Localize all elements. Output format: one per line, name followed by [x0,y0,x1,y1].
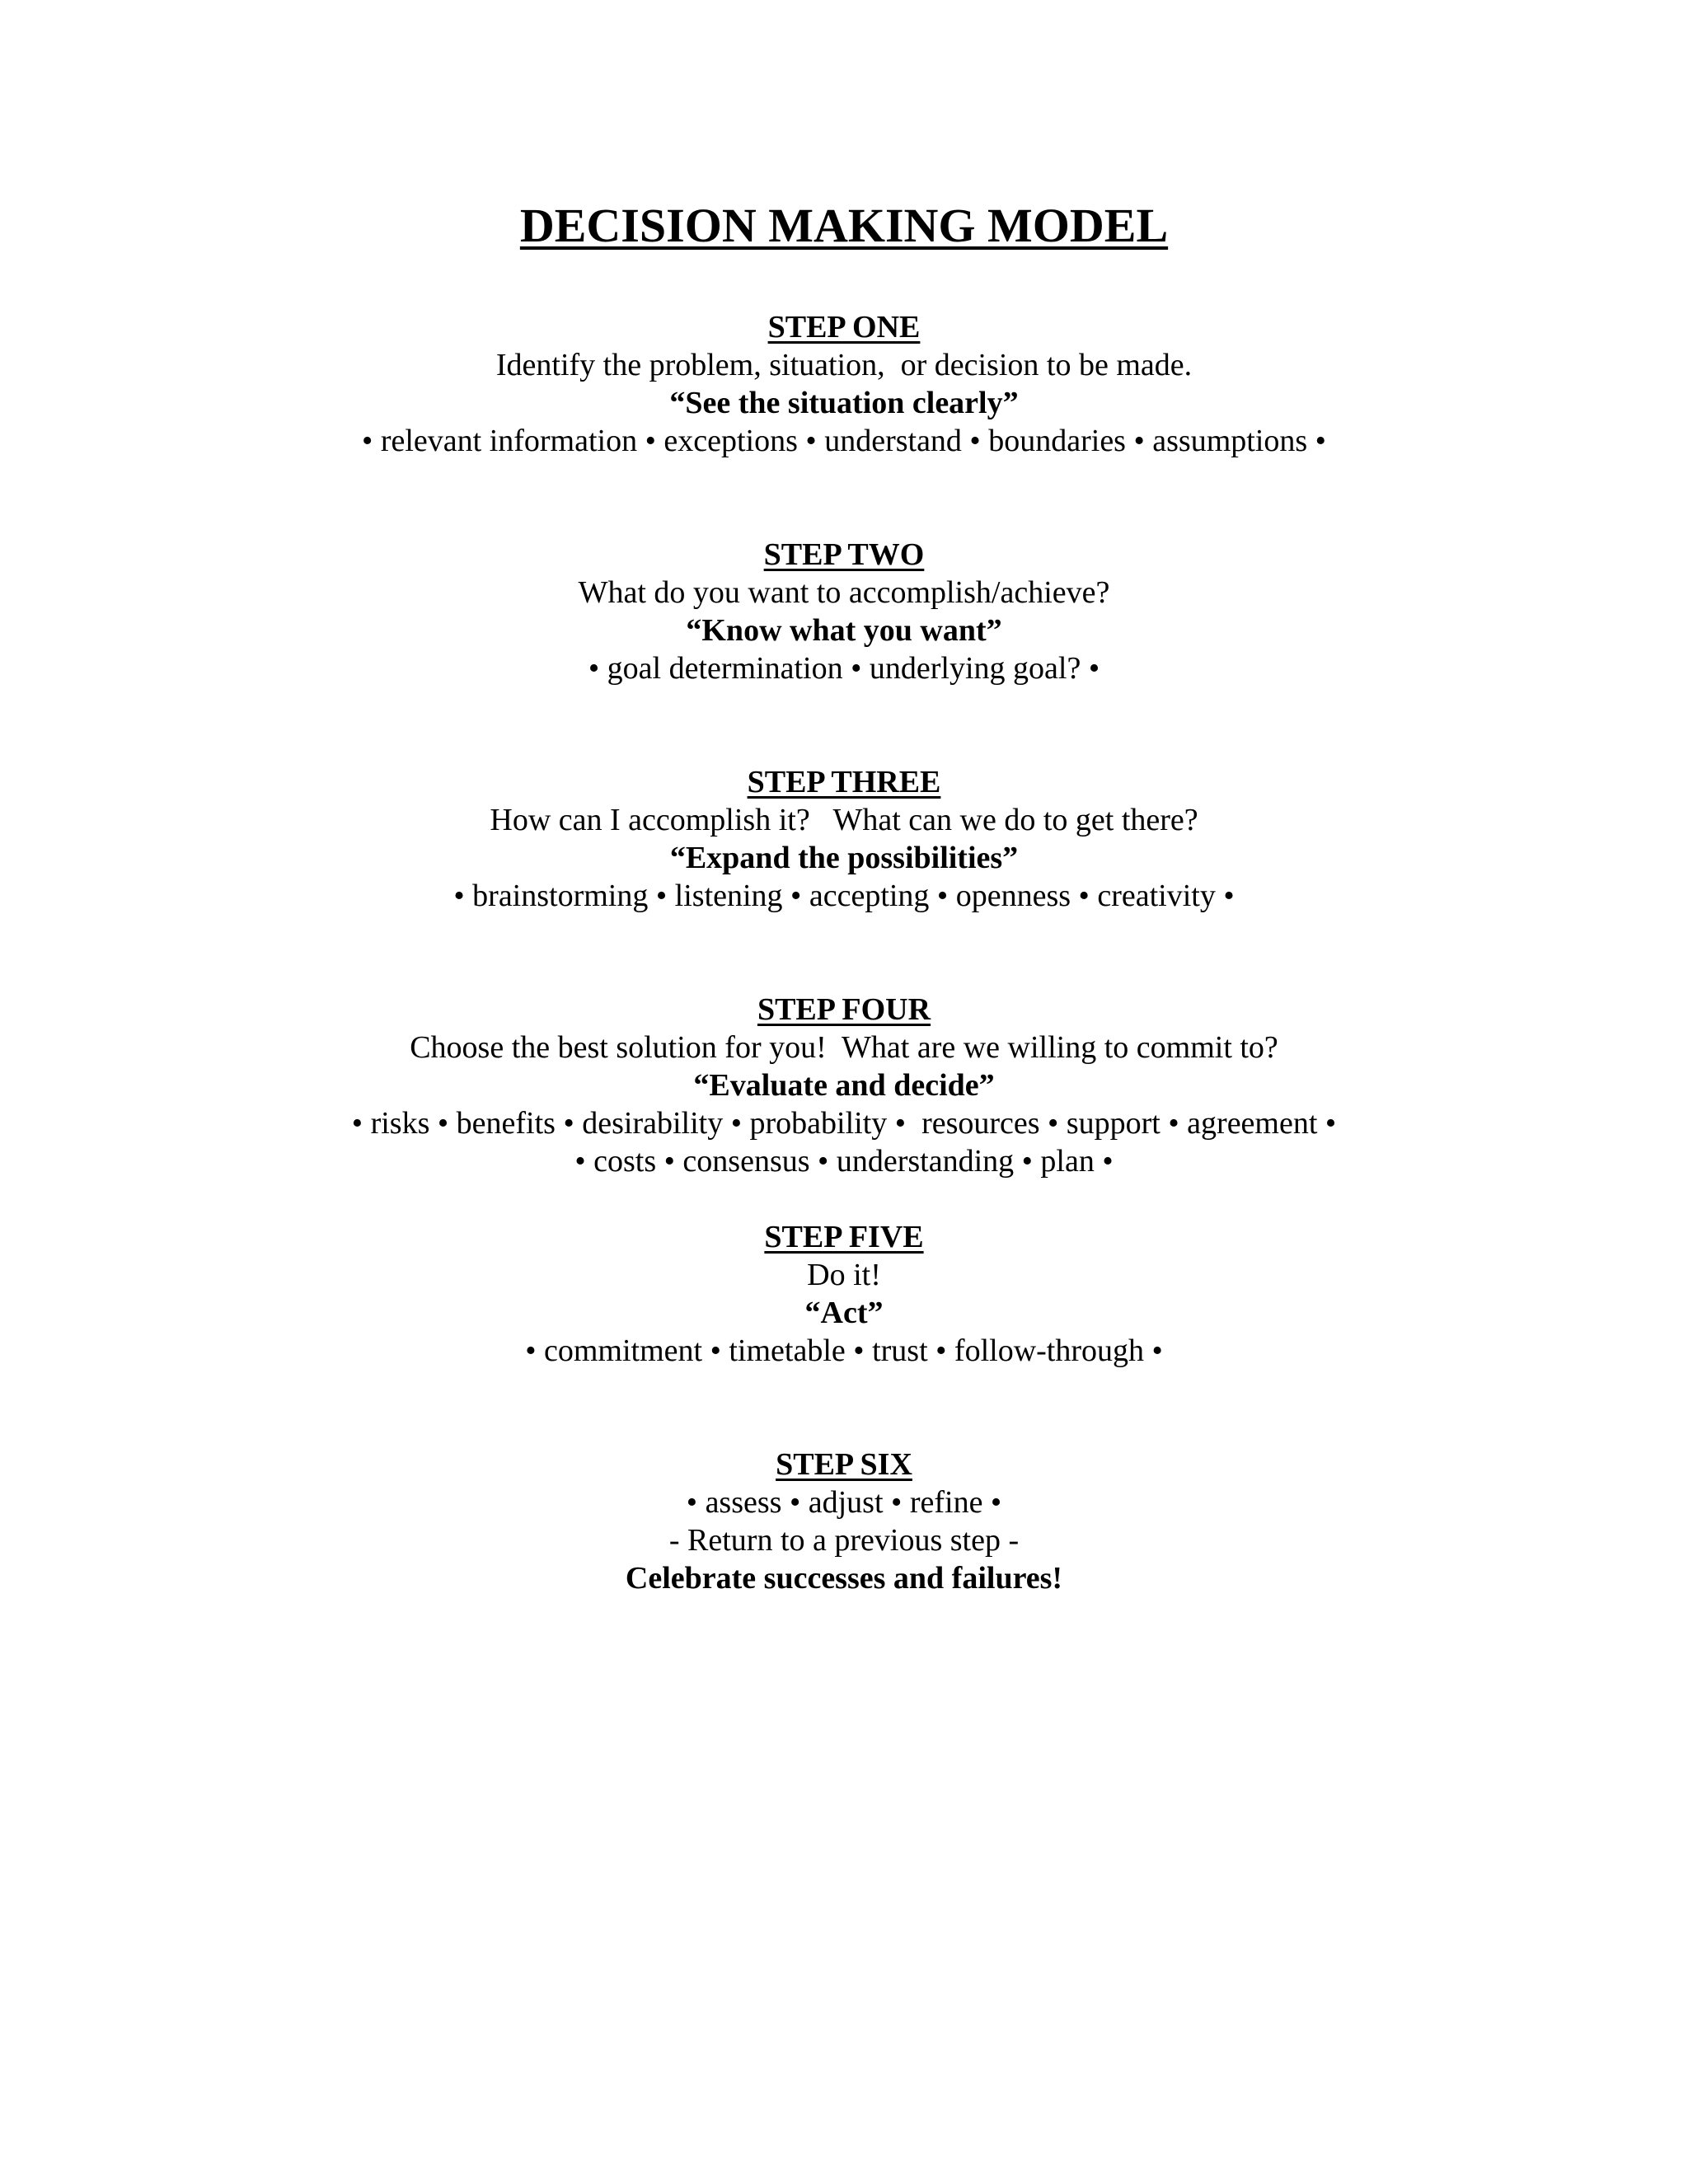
step-description: Identify the problem, situation, or decision to be made. [495,348,1193,382]
step-bullets: • risks • benefits • desirability • probability • resources • support • agreement • [351,1106,1337,1141]
step-five [0,1218,1688,1370]
step-motto: “Act” [804,1296,884,1330]
step-bullets: • assess • adjust • refine • [686,1485,1002,1520]
step-heading: STEP ONE [767,310,921,344]
step-heading: STEP FIVE [764,1220,924,1254]
step-motto: “Evaluate and decide” [693,1068,995,1103]
step-one [0,308,1688,460]
step-motto: “Expand the possibilities” [669,841,1019,875]
step-four [0,991,1688,1180]
step-bullets: • relevant information • exceptions • understand • boundaries • assumptions • [362,424,1326,458]
step-bullets: • brainstorming • listening • accepting • openness • creativity • [453,879,1235,913]
step-bullets: • goal determination • underlying goal? • [588,651,1100,686]
step-note: - Return to a previous step - [668,1523,1020,1558]
step-heading: STEP THREE [747,765,941,799]
step-bullets: • costs • consensus • understanding • plan • [574,1144,1114,1179]
step-six [0,1446,1688,1597]
step-three [0,763,1688,915]
step-description: How can I accomplish it? What can we do to get there? [490,803,1198,837]
step-description: Do it! [807,1258,881,1292]
step-two [0,536,1688,687]
step-bullets: • commitment • timetable • trust • follow-through • [525,1333,1163,1368]
step-heading: STEP FOUR [757,992,931,1027]
step-heading: STEP SIX [776,1447,912,1482]
step-motto: “Know what you want” [686,613,1002,648]
step-closing: Celebrate successes and failures! [625,1561,1063,1596]
step-motto: “See the situation clearly” [669,386,1019,420]
step-description: What do you want to accomplish/achieve? [578,575,1110,610]
step-description: Choose the best solution for you! What are we willing to commit to? [410,1030,1278,1065]
page-title: DECISION MAKING MODEL [519,199,1169,252]
step-heading: STEP TWO [763,537,925,572]
